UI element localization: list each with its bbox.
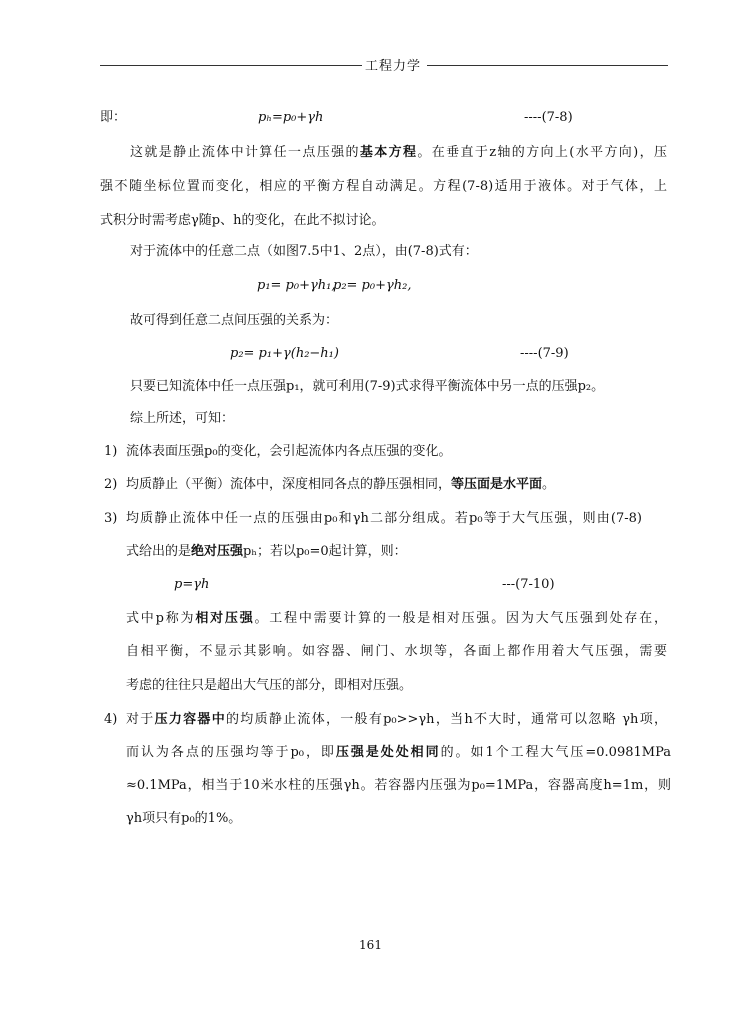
header-rule-right	[427, 65, 668, 66]
paragraph-line: 式积分时需考虑γ随p、h的变化，在此不拟讨论。	[100, 213, 385, 228]
term-isobaric-horizontal: 等压面是水平面	[451, 477, 543, 492]
list-item-line: 式给出的是绝对压强pₕ；若以p₀=0起计算，则：	[126, 544, 407, 559]
term-basic-equation: 基本方程	[359, 145, 418, 160]
paragraph-line: 这就是静止流体中计算任一点压强的基本方程。在垂直于z轴的方向上(水平方向)，压	[130, 145, 667, 160]
list-number: 2)	[104, 477, 118, 492]
list-number: 3)	[104, 511, 118, 526]
equation-label-7-8: ----(7-8)	[524, 110, 573, 125]
list-item-line: γh项只有p₀的1%。	[126, 811, 242, 826]
equation-7-10: p=γh	[174, 577, 210, 592]
list-item: 均质静止流体中任一点的压强由p₀和γh二部分组成。若p₀等于大气压强，则由(7-8)	[126, 511, 642, 526]
paragraph-line: 自相平衡，不显示其影响。如容器、闸门、水坝等，各面上都作用着大气压强，需要	[126, 644, 667, 659]
header-title: 工程力学	[365, 59, 422, 74]
paragraph-line: 式中p称为相对压强。工程中需要计算的一般是相对压强。因为大气压强到处存在，	[126, 611, 667, 626]
list-number: 1)	[104, 444, 118, 459]
term-relative-pressure: 相对压强	[195, 611, 255, 626]
term-uniform-pressure: 压强是处处相同	[335, 745, 441, 760]
paragraph-line: 对于流体中的任意二点（如图7.5中1、2点），由(7-8)式有：	[130, 244, 478, 259]
equation-p2: p₂= p₀+γh₂,	[333, 278, 412, 293]
paragraph-line: 考虑的往往只是超出大气压的部分，即相对压强。	[126, 678, 413, 693]
equation-label-7-9: ----(7-9)	[520, 346, 569, 361]
term-pressure-vessel: 压力容器中	[154, 712, 226, 727]
paragraph-line: 只要已知流体中任一点压强p₁，就可利用(7-9)式求得平衡流体中另一点的压强p₂。	[130, 379, 605, 394]
running-header	[100, 55, 668, 75]
equation-7-8: pₕ=p₀+γh	[258, 110, 324, 125]
list-number: 4)	[104, 712, 118, 727]
paragraph-line: 综上所述，可知：	[130, 411, 235, 426]
paragraph-line: 故可得到任意二点间压强的关系为：	[130, 313, 339, 328]
page-number: 161	[359, 938, 382, 952]
equation-p1: p₁= p₀+γh₁,	[257, 278, 336, 293]
eq-lead: 即：	[100, 110, 127, 125]
list-item-line: ≈0.1MPa，相当于10米水柱的压强γh。若容器内压强为p₀=1MPa，容器高度h=1m，则	[126, 778, 671, 793]
paragraph-line: 强不随坐标位置而变化，相应的平衡方程自动满足。方程(7-8)适用于液体。对于气体，上	[100, 179, 667, 194]
list-item-line: 而认为各点的压强均等于p₀，即压强是处处相同的。如1个工程大气压=0.0981MPa	[126, 745, 671, 760]
equation-7-9: p₂= p₁+γ(h₂−h₁)	[230, 346, 339, 361]
header-rule-left	[100, 65, 362, 66]
list-item: 对于压力容器中的均质静止流体，一般有p₀>>γh，当h不大时，通常可以忽略 γh项，	[126, 712, 667, 727]
equation-label-7-10: ---(7-10)	[502, 577, 555, 592]
term-absolute-pressure: 绝对压强	[191, 544, 244, 559]
list-item: 流体表面压强p₀的变化，会引起流体内各点压强的变化。	[126, 444, 452, 459]
list-item: 均质静止（平衡）流体中，深度相同各点的静压强相同，等压面是水平面。	[126, 477, 556, 492]
